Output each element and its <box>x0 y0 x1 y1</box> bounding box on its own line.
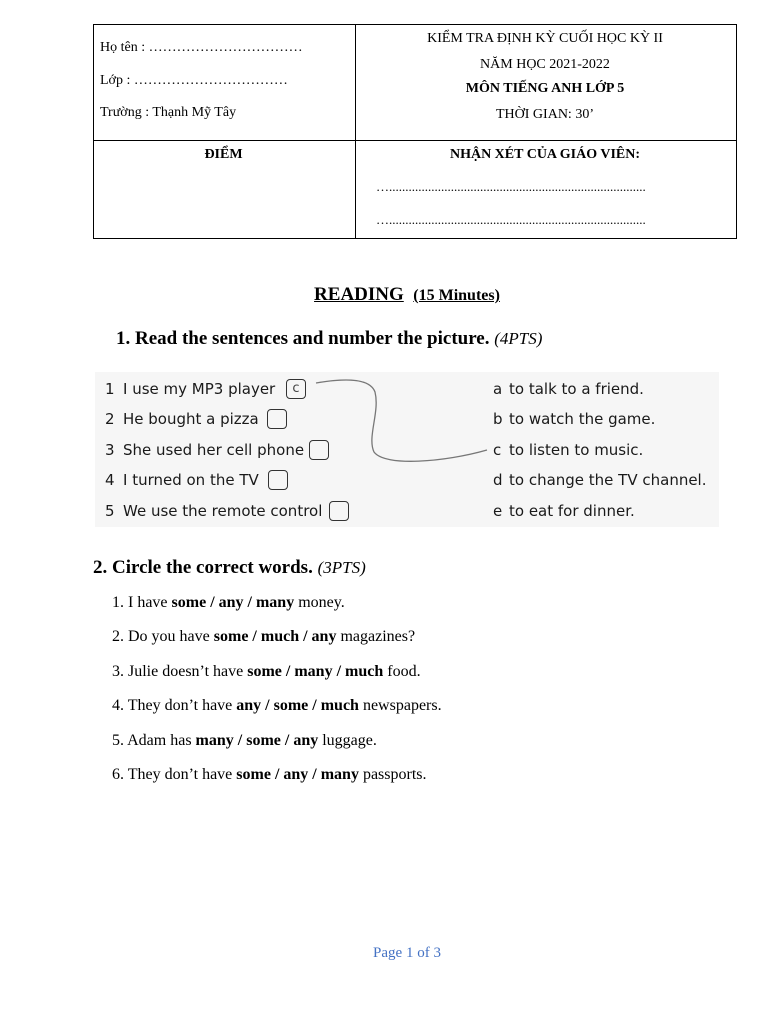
list-item: 2. Do you have some / much / any magazines? <box>112 628 416 646</box>
list-item: 3. Julie doesn’t have some / many / much food. <box>112 662 421 680</box>
word-options[interactable]: any / some / much <box>236 697 359 715</box>
comment-line-2: …............................................................................... <box>376 212 646 227</box>
word-options[interactable]: many / some / any <box>195 731 319 749</box>
score-label: ĐIỂM <box>204 147 243 162</box>
word-options[interactable]: some / any / many <box>171 594 295 611</box>
word-options[interactable]: some / any / many <box>236 765 359 783</box>
reading-duration: (15 Minutes) <box>413 287 500 304</box>
question-2-heading <box>93 557 366 579</box>
match-right-item: e to eat for dinner. <box>493 502 635 520</box>
answer-box-5[interactable] <box>329 501 349 521</box>
list-item: 4. They don’t have any / some / much newspapers. <box>112 697 442 715</box>
student-class-line: Lớp : …………………………… <box>100 73 288 88</box>
word-options[interactable]: some / much / any <box>213 628 337 646</box>
question-1-heading <box>116 328 542 350</box>
answer-box-4[interactable] <box>268 470 288 490</box>
section-title <box>0 284 768 306</box>
match-right-item: d to change the TV channel. <box>493 471 707 489</box>
match-right-item: b to watch the game. <box>493 410 656 428</box>
answer-box-2[interactable] <box>267 409 287 429</box>
exam-title: KIỂM TRA ĐỊNH KỲ CUỐI HỌC KỲ II <box>427 31 663 46</box>
teacher-comment-label: NHẬN XÉT CỦA GIÁO VIÊN: <box>449 147 641 162</box>
student-name-line: Họ tên : …………………………… <box>100 40 303 55</box>
question-1-points: (4PTS) <box>494 329 543 348</box>
circle-words-list <box>112 592 442 798</box>
page-number: Page 1 of 3 <box>373 945 441 961</box>
list-item: 6. They don’t have some / any / many passports. <box>112 765 427 783</box>
list-item: 5. Adam has many / some / any luggage. <box>112 731 377 749</box>
list-item: 1. I have some / any / many money. <box>112 594 345 611</box>
word-options[interactable]: some / many / much <box>247 662 384 680</box>
comment-line-1: …............................................................................... <box>376 179 646 194</box>
question-2-points: (3PTS) <box>317 558 366 577</box>
answer-box-3[interactable] <box>309 440 329 460</box>
matching-exercise: 1 I use my MP3 player c 2 He bought a pizza 3 She used her cell phone 4 I turned on the TV 5 We use the remote control a to talk to a friend. b to watch the game. c to listen to music. d to change the TV channel. e to eat for dinner. <box>95 372 719 527</box>
exam-time: THỜI GIAN: 30’ <box>496 107 594 122</box>
reading-title: READING <box>314 284 404 305</box>
school-year: NĂM HỌC 2021-2022 <box>480 57 610 72</box>
question-1-title: 1. Read the sentences and number the picture. <box>116 328 490 349</box>
school-name-line: Trường : Thạnh Mỹ Tây <box>100 105 237 120</box>
subject-title: MÔN TIẾNG ANH LỚP 5 <box>465 81 625 96</box>
match-right-item: a to talk to a friend. <box>493 380 644 398</box>
match-right-item: c to listen to music. <box>493 441 644 459</box>
question-2-title: 2. Circle the correct words. <box>93 557 313 578</box>
answer-box-1[interactable]: c <box>286 379 306 399</box>
